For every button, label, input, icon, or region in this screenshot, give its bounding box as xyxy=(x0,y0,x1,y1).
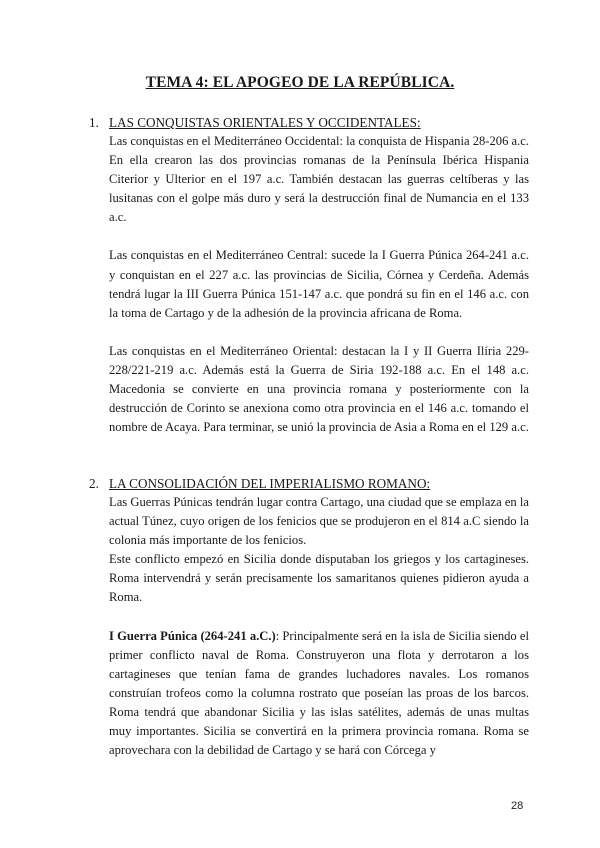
section-2-heading xyxy=(89,474,529,493)
page-number: 28 xyxy=(511,800,524,812)
section-2-heading-text: LA CONSOLIDACIÓN DEL IMPERIALISMO ROMANO: xyxy=(109,476,431,491)
page-title: TEMA 4: EL APOGEO DE LA REPÚBLICA. xyxy=(145,74,455,91)
section-1-heading xyxy=(89,113,529,132)
section-1-number: 1. xyxy=(89,115,99,130)
section-1-heading-text: LAS CONQUISTAS ORIENTALES Y OCCIDENTALES: xyxy=(109,115,421,130)
paragraph-primera-guerra-punica xyxy=(109,627,529,761)
section-2-number: 2. xyxy=(89,476,99,491)
paragraph-central: Las conquistas en el Mediterráneo Central: sucede la I Guerra Púnica 264-241 a.c. y conquistan en el 227 a.c. las provincias de Sicilia, Córnea y Cerdeña. Además tendrá lugar la III Guerra Púnica 151-147 a.c. que pondrá su fin en el 146 a.c. con la toma de Cartago y de la adhesión de la provincia africana de Roma. xyxy=(109,248,529,320)
primera-guerra-punica-lead: I Guerra Púnica (264-241 a.C.) xyxy=(109,628,276,643)
paragraph-oriental: Las conquistas en el Mediterráneo Oriental: destacan la I y II Guerra Ilíria 229-228/221-219 a.c. Además está la Guerra de Siria 192-188 a.c. En el 148 a.c. Macedonia se convierte en una provincia romana y posteriormente con la destrucción de Corinto se anexiona como otra provincia en el 146 a.c. tomando el nombre de Acaya. Para terminar, se unió la provincia de Asia a Roma en el 129 a.c. xyxy=(109,343,529,435)
section-1 xyxy=(89,113,529,437)
section-2 xyxy=(89,474,529,760)
paragraph-occidental: Las conquistas en el Mediterráneo Occidental: la conquista de Hispania 28-206 a.c. En ella crearon las dos provincias romanas de la Península Ibérica Hispania Citerior y Ulterior en el 197 a.c. También destacan las guerras celtíberas y las lusitanas con el golpe más duro y será la destrucción final de Numancia en el 133 a.c. xyxy=(109,134,529,225)
primera-guerra-punica-text: : Principalmente será en la isla de Sicilia siendo el primer conflicto naval de Roma. Construyeron una flota y derrotaron a los cartagineses que tenían fama de grandes luchadores navales. Los romanos construían trofeos como la columna rostrato que poseían las proas de los barcos. Roma tendrá que abandonar Sicilia y las islas satélites, además de unas multas muy importantes. Sicilia se convertirá en la primera provincia romana. Roma se aprovechara con la debilidad de Cartago y se hará con Córcega y xyxy=(109,628,529,758)
paragraph-guerras-punicas: Las Guerras Púnicas tendrán lugar contra Cartago, una ciudad que se emplaza en la actual Túnez, cuyo origen de los fenicios que se produjeron en el 814 a.C siendo la colonia más importante de los fenicios. xyxy=(109,495,529,548)
paragraph-conflicto-sicilia: Este conflicto empezó en Sicilia donde disputaban los griegos y los cartagineses. Roma intervendrá y serán precisamente los samaritanos quienes pidieron ayuda a Roma. xyxy=(109,552,529,605)
